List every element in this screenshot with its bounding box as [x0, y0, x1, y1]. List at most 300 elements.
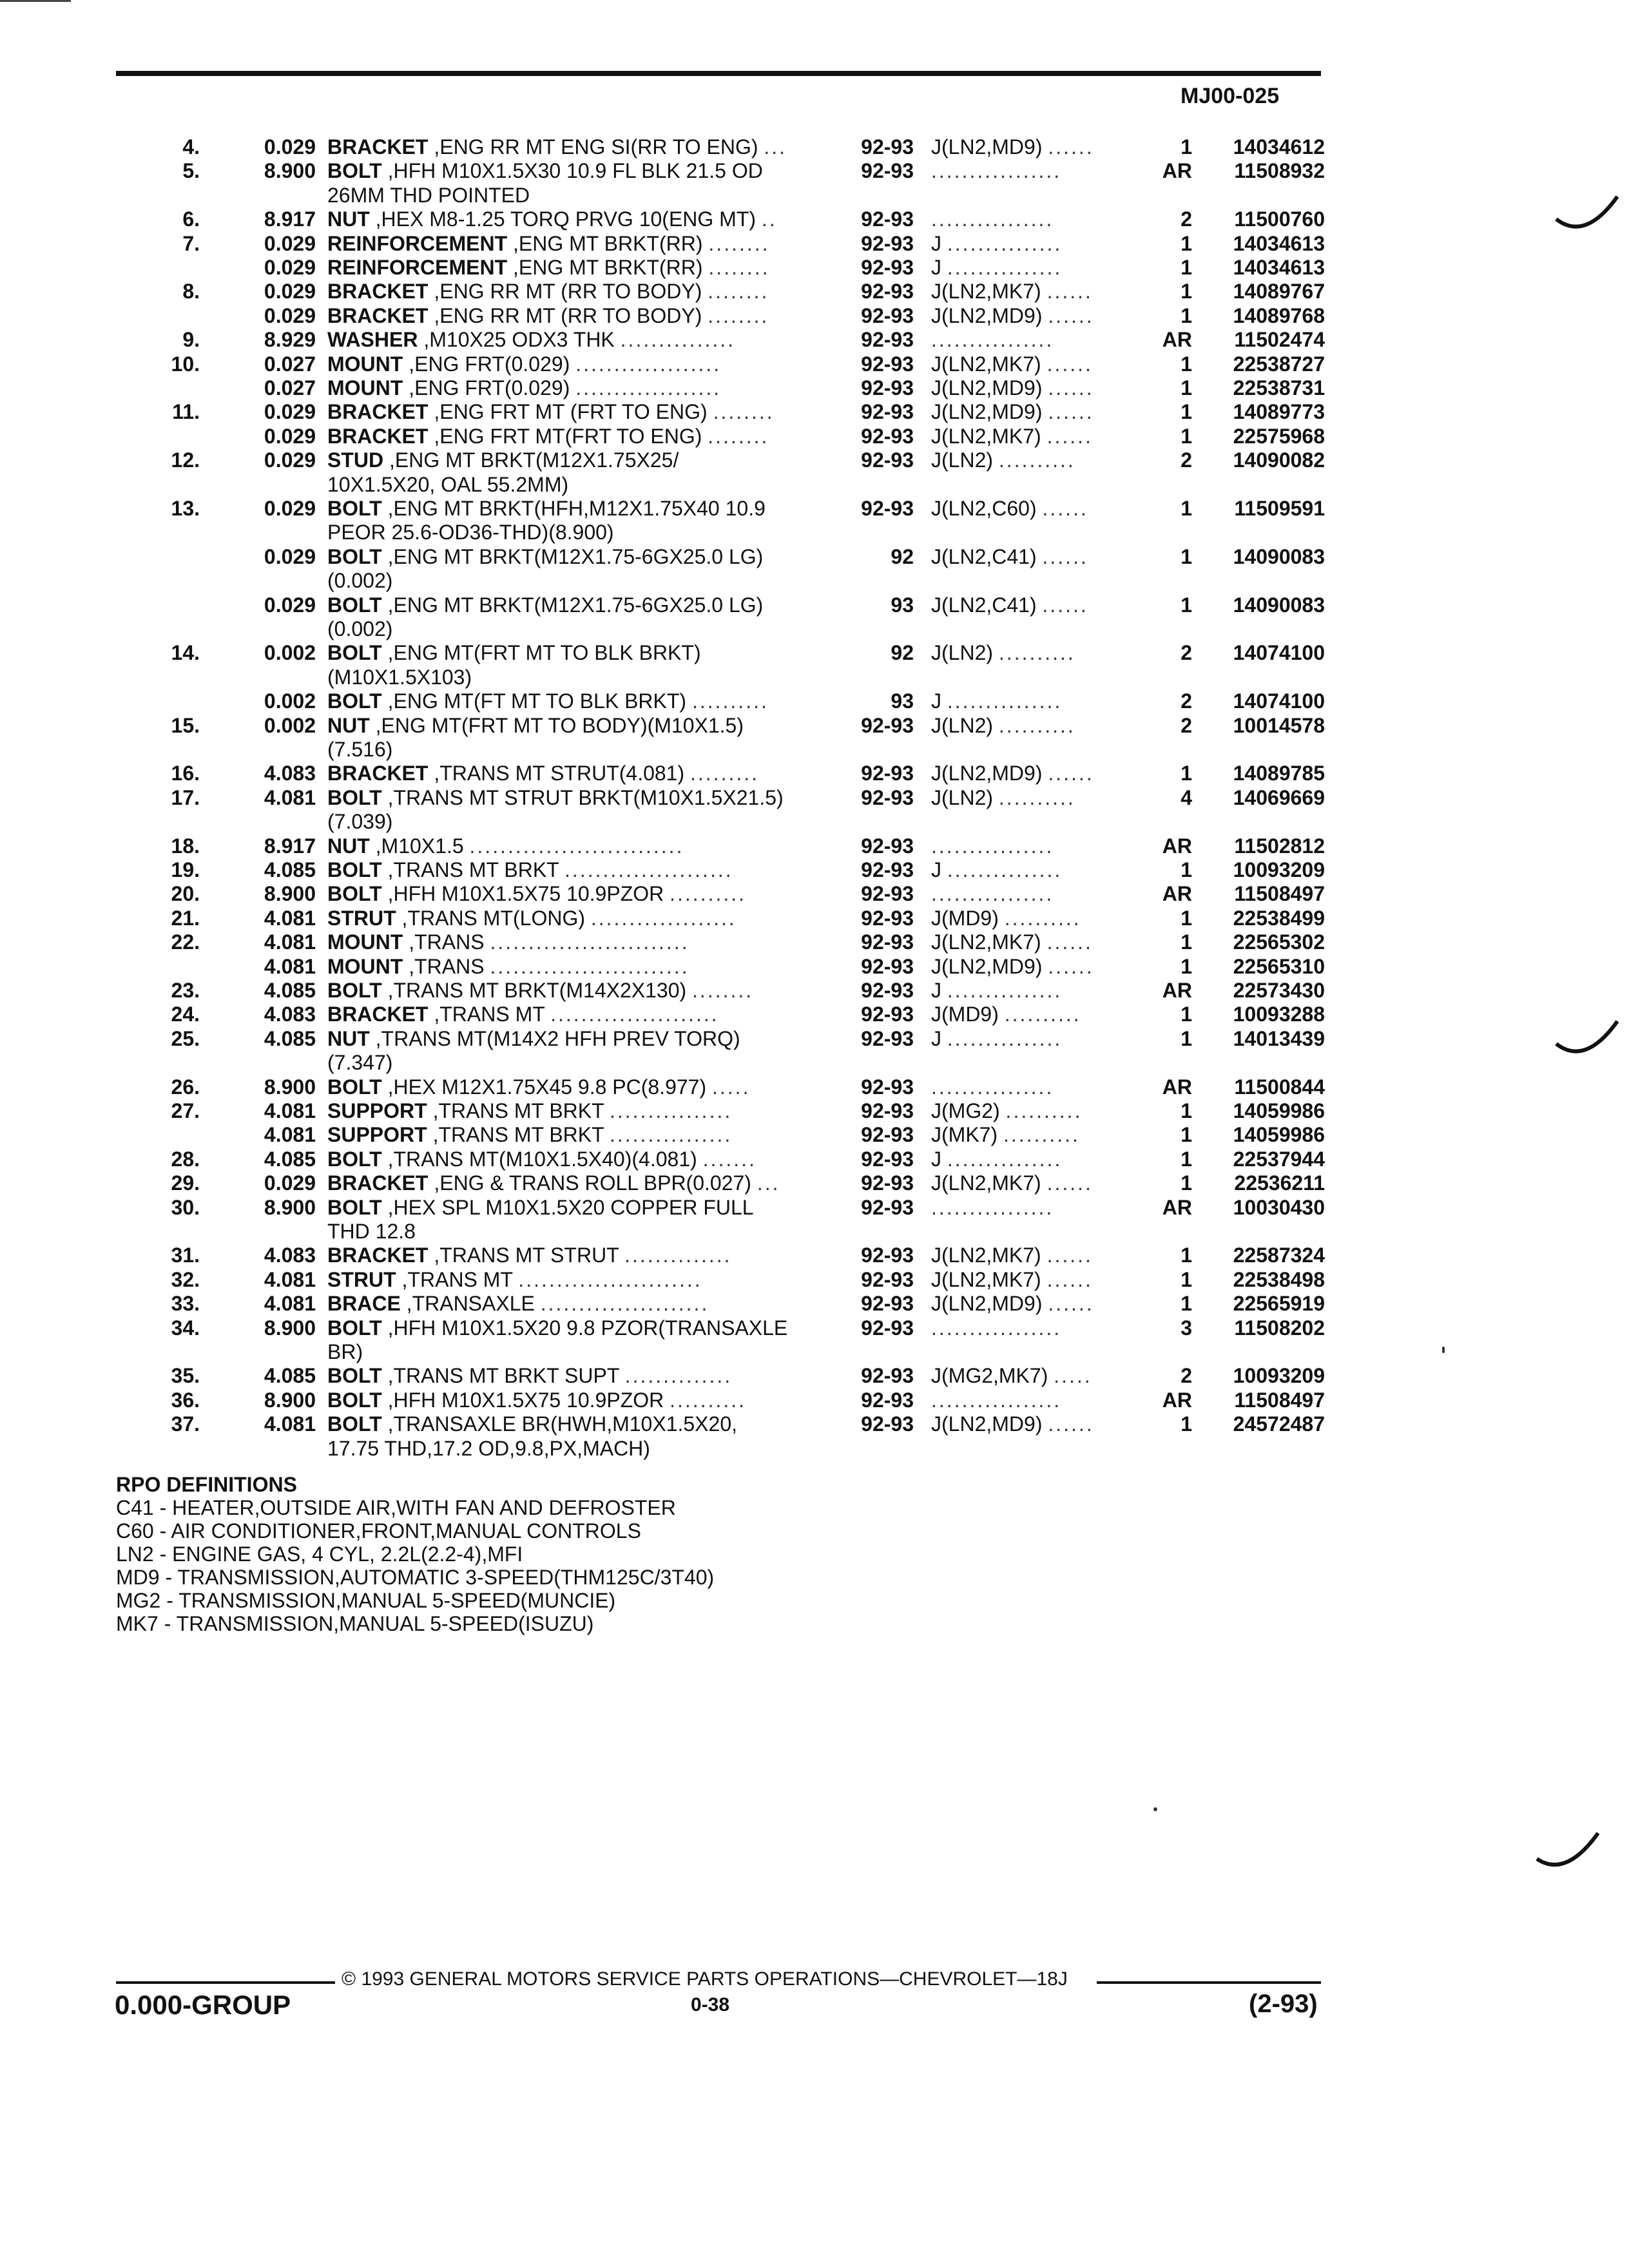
leader-dots: ...... — [1046, 424, 1093, 448]
item-number: 16. — [171, 762, 200, 785]
group-number: 8.929 — [264, 328, 316, 352]
leader-dots: ................... — [575, 352, 722, 376]
part-name: BOLT — [327, 159, 382, 183]
part-number: 14034613 — [1233, 256, 1325, 279]
quantity: 1 — [1181, 303, 1192, 327]
part-description — [327, 1123, 836, 1146]
description-text: ,ENG & TRANS ROLL BPR(0.027) — [434, 1171, 751, 1195]
quantity: AR — [1162, 1195, 1192, 1219]
leader-dots: ...... — [1048, 303, 1094, 327]
usage-code — [931, 425, 1137, 448]
footer-rule-right — [1097, 1981, 1321, 1984]
leader-dots: .............. — [624, 1364, 733, 1388]
part-name: BOLT — [327, 544, 382, 568]
leader-dots: .......... — [670, 1388, 747, 1412]
item-number: 21. — [171, 906, 200, 930]
group-number: 0.027 — [264, 352, 316, 376]
description-text: ,TRANS — [409, 954, 485, 978]
model-years: 92-93 — [861, 1195, 914, 1219]
usage-text: J(LN2,MK7) — [931, 424, 1041, 448]
leader-dots: ...... — [1046, 1267, 1093, 1291]
part-description — [327, 1003, 836, 1026]
usage-text: J(LN2) — [931, 641, 994, 665]
leader-dots: ........................ — [518, 1267, 702, 1291]
leader-dots: ...... — [1046, 930, 1093, 954]
part-description — [327, 473, 836, 496]
part-description — [327, 689, 836, 713]
leader-dots: ................ — [931, 834, 1054, 858]
page-id: MJ00-025 — [1181, 84, 1280, 108]
part-name: BOLT — [327, 979, 382, 1002]
part-number: 10093288 — [1233, 1003, 1325, 1026]
group-number: 0.029 — [264, 448, 316, 472]
quantity: 1 — [1181, 1244, 1192, 1267]
part-number: 22575968 — [1233, 424, 1325, 448]
part-number: 22573430 — [1233, 979, 1325, 1002]
item-number: 31. — [171, 1244, 200, 1267]
usage-code — [931, 1099, 1137, 1122]
group-number: 8.917 — [264, 207, 316, 231]
part-description — [327, 1051, 836, 1074]
model-years: 92-93 — [861, 376, 914, 399]
quantity: 4 — [1181, 785, 1192, 809]
part-description — [327, 256, 836, 279]
leader-dots: ...................... — [540, 1292, 709, 1316]
part-number: 11508202 — [1234, 1316, 1325, 1340]
part-name: BOLT — [327, 882, 382, 906]
group-number: 4.085 — [264, 1026, 316, 1050]
description-text: ,HEX M8-1.25 TORQ PRVG 10(ENG MT) — [375, 207, 757, 231]
part-description — [327, 834, 836, 858]
description-text: ,TRANS MT STRUT BRKT(M10X1.5X21.5) — [387, 785, 784, 809]
item-number: 24. — [171, 1003, 200, 1026]
quantity: 1 — [1181, 280, 1192, 303]
part-number: 14059986 — [1233, 1099, 1325, 1122]
item-number: 35. — [171, 1364, 200, 1388]
description-text: PEOR 25.6-OD36-THD)(8.900) — [327, 521, 614, 544]
part-number: 24572487 — [1233, 1412, 1325, 1436]
description-text: ,TRANS MT BRKT — [387, 858, 559, 881]
description-text: ,ENG MT(FT MT TO BLK BRKT) — [387, 689, 687, 713]
quantity: 2 — [1181, 641, 1192, 665]
usage-code — [931, 955, 1137, 978]
quantity: AR — [1162, 1388, 1192, 1412]
leader-dots: .......................... — [490, 954, 689, 978]
leader-dots: ...... — [1048, 376, 1094, 399]
description-text: 17.75 THD,17.2 OD,9.8,PX,MACH) — [327, 1436, 650, 1460]
leader-dots: ........ — [708, 256, 770, 279]
description-text: ,M10X25 ODX3 THK — [423, 328, 615, 352]
part-number: 14069669 — [1233, 785, 1325, 809]
rpo-definition-line: MD9 - TRANSMISSION,AUTOMATIC 3-SPEED(THM125C/3T40) — [116, 1566, 715, 1589]
model-years: 92-93 — [861, 713, 914, 737]
usage-code — [931, 1389, 1137, 1412]
part-description — [327, 184, 836, 207]
group-number: 0.029 — [264, 424, 316, 448]
model-years: 92 — [891, 641, 914, 665]
part-description — [327, 497, 836, 520]
part-number: 14090082 — [1233, 448, 1325, 472]
usage-text: J(LN2,C60) — [931, 497, 1037, 520]
leader-dots: .......... — [998, 448, 1075, 472]
quantity: 1 — [1181, 424, 1192, 448]
group-number: 0.027 — [264, 376, 316, 399]
description-text: (7.039) — [327, 810, 393, 834]
group-number: 0.029 — [264, 497, 316, 520]
leader-dots: ............... — [620, 328, 736, 352]
part-name: BOLT — [327, 593, 382, 617]
description-text: ,TRANS MT — [401, 1267, 513, 1291]
part-number: 10093209 — [1233, 1364, 1325, 1388]
part-description — [327, 858, 836, 881]
usage-code — [931, 497, 1137, 520]
quantity: 1 — [1181, 376, 1192, 399]
part-number: 14034612 — [1233, 135, 1325, 159]
quantity: 2 — [1181, 713, 1192, 737]
description-text: ,TRANSAXLE BR(HWH,M10X1.5X20, — [387, 1412, 737, 1436]
usage-code — [931, 979, 1137, 1002]
quantity: 1 — [1181, 231, 1192, 255]
quantity: AR — [1162, 328, 1192, 352]
model-years: 92-93 — [861, 1075, 914, 1099]
group-number: 4.081 — [264, 906, 316, 930]
part-name: SUPPORT — [327, 1123, 427, 1147]
rpo-definition-line: LN2 - ENGINE GAS, 4 CYL, 2.2L(2.2-4),MFI — [116, 1542, 523, 1566]
group-number: 4.081 — [264, 785, 316, 809]
part-name: BRACKET — [327, 424, 429, 448]
description-text: ,ENG MT(FRT MT TO BLK BRKT) — [387, 641, 701, 665]
usage-text: J(MG2,MK7) — [931, 1364, 1048, 1388]
description-text: (M10X1.5X103) — [327, 665, 472, 689]
footer-date: (2-93) — [1249, 1990, 1318, 2018]
item-number: 19. — [171, 858, 200, 881]
description-text: ,ENG FRT MT(FRT TO ENG) — [434, 424, 702, 448]
model-years: 93 — [891, 689, 914, 713]
group-number: 4.085 — [264, 1147, 316, 1171]
description-text: ,HFH M10X1.5X20 9.8 PZOR(TRANSAXLE — [387, 1316, 788, 1340]
part-name: BRACKET — [327, 280, 429, 303]
quantity: 1 — [1181, 135, 1192, 159]
model-years: 92-93 — [861, 448, 914, 472]
group-number: 0.029 — [264, 231, 316, 255]
model-years: 92-93 — [861, 231, 914, 255]
usage-text: J — [931, 858, 941, 881]
part-number: 22536211 — [1234, 1171, 1325, 1195]
description-text: ,ENG MT BRKT(M12X1.75X25/ — [389, 448, 679, 472]
quantity: 2 — [1181, 448, 1192, 472]
group-number: 4.081 — [264, 1412, 316, 1436]
group-number: 4.085 — [264, 979, 316, 1002]
model-years: 92-93 — [861, 979, 914, 1002]
part-number: 22587324 — [1233, 1244, 1325, 1267]
usage-code — [931, 1027, 1137, 1050]
model-years: 92-93 — [861, 400, 914, 424]
part-name: WASHER — [327, 328, 418, 352]
usage-text: J(MG2) — [931, 1099, 1000, 1122]
leader-dots: ............... — [947, 689, 1063, 713]
model-years: 92-93 — [861, 1292, 914, 1316]
description-text: 10X1.5X20, OAL 55.2MM) — [327, 472, 569, 496]
leader-dots: .......... — [670, 882, 747, 906]
part-number: 14089773 — [1233, 400, 1325, 424]
usage-code — [931, 1268, 1137, 1291]
model-years: 92-93 — [861, 1171, 914, 1195]
usage-code — [931, 328, 1137, 351]
leader-dots: ........ — [708, 303, 769, 327]
part-description — [327, 786, 836, 809]
description-text: ,TRANS MT BRKT — [432, 1123, 604, 1147]
model-years: 93 — [891, 593, 914, 617]
usage-code — [931, 545, 1137, 568]
part-description — [327, 1196, 836, 1219]
item-number: 8. — [182, 280, 200, 303]
part-number: 10093209 — [1233, 858, 1325, 881]
quantity: 1 — [1181, 593, 1192, 617]
usage-code — [931, 858, 1137, 881]
description-text: ,ENG MT BRKT(M12X1.75-6GX25.0 LG) — [387, 593, 764, 617]
group-number: 0.029 — [264, 1171, 316, 1195]
model-years: 92-93 — [861, 906, 914, 930]
quantity: 1 — [1181, 1267, 1192, 1291]
quantity: 1 — [1181, 352, 1192, 376]
model-years: 92-93 — [861, 135, 914, 159]
part-number: 14089767 — [1233, 280, 1325, 303]
usage-text: J — [931, 256, 941, 279]
usage-code — [931, 1123, 1137, 1146]
description-text: ,TRANS MT(LONG) — [401, 906, 585, 930]
leader-dots: ................. — [931, 159, 1062, 183]
part-description — [327, 1316, 836, 1340]
group-number: 4.081 — [264, 1123, 316, 1147]
leader-dots: ................... — [590, 906, 737, 930]
group-number: 0.002 — [264, 689, 316, 713]
leader-dots: .......... — [1004, 906, 1081, 930]
model-years: 92-93 — [861, 930, 914, 954]
speck — [1442, 1347, 1445, 1353]
leader-dots: ................ — [931, 882, 1054, 906]
item-number: 7. — [182, 231, 200, 255]
usage-text: J(LN2,MD9) — [931, 954, 1043, 978]
usage-code — [931, 1364, 1137, 1387]
description-text: ,HEX M12X1.75X45 9.8 PC(8.977) — [387, 1075, 707, 1099]
part-description — [327, 1437, 836, 1460]
leader-dots: ........ — [713, 400, 775, 424]
item-number: 28. — [171, 1147, 200, 1171]
quantity: AR — [1162, 159, 1192, 183]
part-number: 14074100 — [1233, 641, 1325, 665]
part-name: BOLT — [327, 497, 382, 520]
description-text: ,ENG RR MT ENG SI(RR TO ENG) — [434, 135, 758, 159]
quantity: 1 — [1181, 400, 1192, 424]
pen-check-mark — [1534, 1830, 1605, 1881]
leader-dots: ........ — [708, 280, 769, 303]
part-number: 14013439 — [1233, 1026, 1325, 1050]
leader-dots: ...... — [1048, 954, 1094, 978]
usage-code — [931, 641, 1137, 664]
rpo-definition-line: C60 - AIR CONDITIONER,FRONT,MANUAL CONTROLS — [116, 1519, 641, 1542]
leader-dots: ............... — [947, 1026, 1063, 1050]
item-number: 27. — [171, 1099, 200, 1122]
description-text: ,TRANS MT(M14X2 HFH PREV TORQ) — [375, 1026, 740, 1050]
description-text: ,ENG FRT MT (FRT TO ENG) — [434, 400, 708, 424]
leader-dots: .. — [761, 207, 777, 231]
usage-text: J — [931, 979, 941, 1002]
description-text: ,ENG MT(FRT MT TO BODY)(M10X1.5) — [375, 713, 744, 737]
usage-code — [931, 593, 1137, 617]
rpo-definition-line: MK7 - TRANSMISSION,MANUAL 5-SPEED(ISUZU) — [116, 1612, 594, 1635]
footer-rule-left — [116, 1981, 335, 1984]
group-number: 0.029 — [264, 280, 316, 303]
usage-code — [931, 786, 1137, 809]
leader-dots: ............... — [947, 231, 1063, 255]
part-name: REINFORCEMENT — [327, 256, 508, 279]
group-number: 4.081 — [264, 1099, 316, 1122]
description-text: (0.002) — [327, 617, 393, 640]
leader-dots: ...... — [1048, 135, 1094, 159]
part-name: NUT — [327, 207, 370, 231]
usage-code — [931, 834, 1137, 858]
leader-dots: ...... — [1046, 1244, 1093, 1267]
part-description — [327, 521, 836, 544]
item-number: 25. — [171, 1026, 200, 1050]
usage-code — [931, 1171, 1137, 1195]
usage-code — [931, 714, 1137, 737]
item-number: 23. — [171, 979, 200, 1002]
item-number: 13. — [171, 497, 200, 520]
usage-code — [931, 930, 1137, 954]
part-name: BOLT — [327, 641, 382, 665]
item-number: 30. — [171, 1195, 200, 1219]
part-description — [327, 569, 836, 592]
model-years: 92-93 — [861, 1147, 914, 1171]
leader-dots: ...... — [1048, 400, 1094, 424]
group-number: 8.900 — [264, 1075, 316, 1099]
part-description — [327, 1340, 836, 1363]
quantity: 2 — [1181, 689, 1192, 713]
part-number: 22538499 — [1233, 906, 1325, 930]
leader-dots: ..... — [1054, 1364, 1092, 1388]
part-name: BRACKET — [327, 303, 429, 327]
part-name: STRUT — [327, 1267, 396, 1291]
leader-dots: ...................... — [550, 1003, 719, 1026]
group-number: 0.029 — [264, 400, 316, 424]
part-name: BOLT — [327, 1388, 382, 1412]
quantity: 1 — [1181, 930, 1192, 954]
leader-dots: ............... — [947, 1147, 1063, 1171]
description-text: ,M10X1.5 — [375, 834, 464, 858]
part-description — [327, 738, 836, 761]
group-number: 0.029 — [264, 256, 316, 279]
part-description — [327, 207, 836, 231]
description-text: ,HFH M10X1.5X30 10.9 FL BLK 21.5 OD — [387, 159, 763, 183]
group-number: 4.081 — [264, 1267, 316, 1291]
item-number: 10. — [171, 352, 200, 376]
part-name: BOLT — [327, 1364, 382, 1388]
part-name: NUT — [327, 834, 370, 858]
description-text: ,ENG MT BRKT(HFH,M12X1.75X40 10.9 — [387, 497, 766, 520]
quantity: 1 — [1181, 762, 1192, 785]
model-years: 92-93 — [861, 159, 914, 183]
leader-dots: ................ — [931, 1195, 1054, 1219]
part-description — [327, 1075, 836, 1099]
usage-code — [931, 304, 1137, 327]
leader-dots: ....... — [702, 1147, 757, 1171]
item-number: 6. — [182, 207, 200, 231]
part-number: 10030430 — [1233, 1195, 1325, 1219]
group-number: 4.083 — [264, 762, 316, 785]
description-text: ,TRANS — [409, 930, 485, 954]
usage-code — [931, 256, 1137, 279]
leader-dots: ................. — [931, 1316, 1062, 1340]
item-number: 29. — [171, 1171, 200, 1195]
leader-dots: .......... — [998, 785, 1075, 809]
model-years: 92-93 — [861, 303, 914, 327]
model-years: 92-93 — [861, 1099, 914, 1122]
usage-code — [931, 448, 1137, 472]
part-number: 14059986 — [1233, 1123, 1325, 1147]
item-number: 36. — [171, 1388, 200, 1412]
description-text: ,HEX SPL M10X1.5X20 COPPER FULL — [387, 1195, 754, 1219]
pen-check-mark — [1553, 1018, 1624, 1070]
leader-dots: ........ — [692, 979, 754, 1002]
part-description — [327, 1292, 836, 1315]
usage-code — [931, 1244, 1137, 1267]
usage-code — [931, 376, 1137, 399]
group-number: 4.083 — [264, 1003, 316, 1026]
description-text: ,HFH M10X1.5X75 10.9PZOR — [387, 1388, 664, 1412]
leader-dots: ................ — [931, 207, 1054, 231]
part-description — [327, 593, 836, 617]
part-description — [327, 1364, 836, 1387]
usage-text: J(LN2,MD9) — [931, 1292, 1043, 1316]
model-years: 92-93 — [861, 280, 914, 303]
part-number: 11502812 — [1234, 834, 1325, 858]
quantity: AR — [1162, 979, 1192, 1002]
part-description — [327, 280, 836, 303]
quantity: 1 — [1181, 1026, 1192, 1050]
usage-code — [931, 1412, 1137, 1436]
part-description — [327, 882, 836, 905]
rpo-lines — [116, 1496, 714, 1635]
group-number: 8.900 — [264, 1195, 316, 1219]
group-number: 0.002 — [264, 641, 316, 665]
part-name: STUD — [327, 448, 384, 472]
part-name: BOLT — [327, 1316, 382, 1340]
quantity: 2 — [1181, 1364, 1192, 1388]
quantity: AR — [1162, 834, 1192, 858]
item-number: 4. — [182, 135, 200, 159]
usage-code — [931, 689, 1137, 713]
leader-dots: ...... — [1048, 1412, 1094, 1436]
quantity: 1 — [1181, 497, 1192, 520]
usage-code — [931, 159, 1137, 182]
quantity: 1 — [1181, 954, 1192, 978]
quantity: 3 — [1181, 1316, 1192, 1340]
group-number: 0.029 — [264, 303, 316, 327]
model-years: 92-93 — [861, 1123, 914, 1147]
part-number: 11500844 — [1234, 1075, 1325, 1099]
usage-text: J — [931, 689, 941, 713]
leader-dots: ........ — [708, 424, 769, 448]
part-description — [327, 979, 836, 1002]
part-number: 22538498 — [1233, 1267, 1325, 1291]
leader-dots: ................ — [609, 1123, 733, 1147]
leader-dots: ........ — [708, 231, 770, 255]
model-years: 92-93 — [861, 1003, 914, 1026]
model-years: 92-93 — [861, 954, 914, 978]
part-description — [327, 425, 836, 448]
description-text: ,TRANS MT — [434, 1003, 545, 1026]
